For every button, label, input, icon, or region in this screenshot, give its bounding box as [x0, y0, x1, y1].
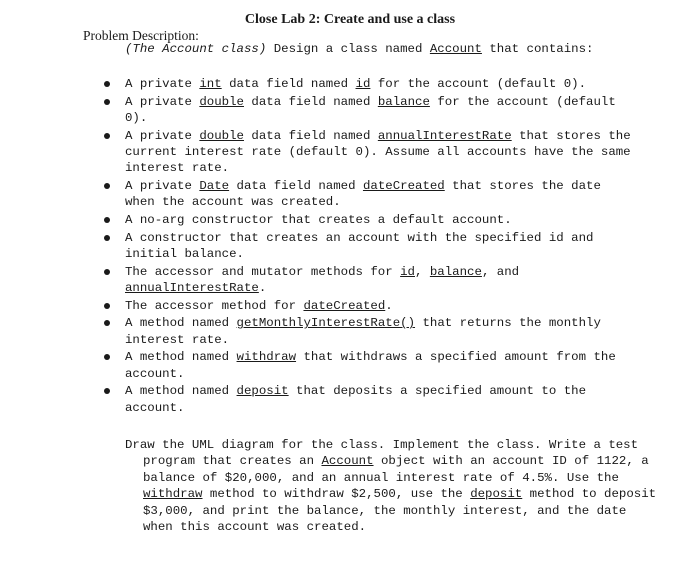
- intro-label: (The Account class): [125, 42, 267, 56]
- intro-text-end: that contains:: [481, 42, 594, 56]
- list-item: The accessor and mutator methods for id, balance, and annualInterestRate.: [102, 264, 632, 297]
- list-item: A method named withdraw that withdraws a specified amount from the account.: [102, 349, 632, 382]
- list-item: A private double data field named balance for the account (default 0).: [102, 94, 632, 127]
- list-item: A method named deposit that deposits a specified amount to the account.: [102, 383, 632, 416]
- list-item: A private Date data field named dateCreated that stores the date when the account was created.: [102, 178, 632, 211]
- bullet-icon: [104, 354, 110, 360]
- list-item: A constructor that creates an account with the specified id and initial balance.: [102, 230, 632, 263]
- list-item: The accessor method for dateCreated.: [102, 298, 632, 314]
- requirements-list: [102, 76, 632, 417]
- bullet-icon: [104, 303, 110, 309]
- section-heading: Problem Description:: [83, 28, 199, 43]
- list-item: A method named getMonthlyInterestRate() that returns the monthly interest rate.: [102, 315, 632, 348]
- task-paragraph: Draw the UML diagram for the class. Implement the class. Write a test program that creates an Account object with an account ID of 1122, a balance of $20,000, and an annual interest rate of 4.5%. Use the withdraw method to withdraw $2,500, use the deposit method to deposit $3,000, and print the balance, the monthly interest, and the date when this account was created.: [125, 438, 657, 535]
- page-title: Close Lab 2: Create and use a class: [244, 12, 456, 27]
- bullet-icon: [104, 217, 110, 223]
- bullet-icon: [104, 81, 110, 87]
- bullet-icon: [104, 388, 110, 394]
- bullet-icon: [104, 235, 110, 241]
- list-item: A private int data field named id for the account (default 0).: [102, 76, 632, 92]
- bullet-icon: [104, 320, 110, 326]
- bullet-icon: [104, 133, 110, 139]
- bullet-icon: [104, 99, 110, 105]
- list-item: A private double data field named annualInterestRate that stores the current interest rate (default 0). Assume all accounts have the same interest rate.: [102, 128, 632, 177]
- intro-paragraph: [125, 41, 609, 57]
- bullet-icon: [104, 183, 110, 189]
- list-item: A no-arg constructor that creates a default account.: [102, 212, 632, 228]
- intro-text: Design a class named: [266, 42, 430, 56]
- bullet-icon: [104, 269, 110, 275]
- account-class-name: Account: [429, 42, 482, 56]
